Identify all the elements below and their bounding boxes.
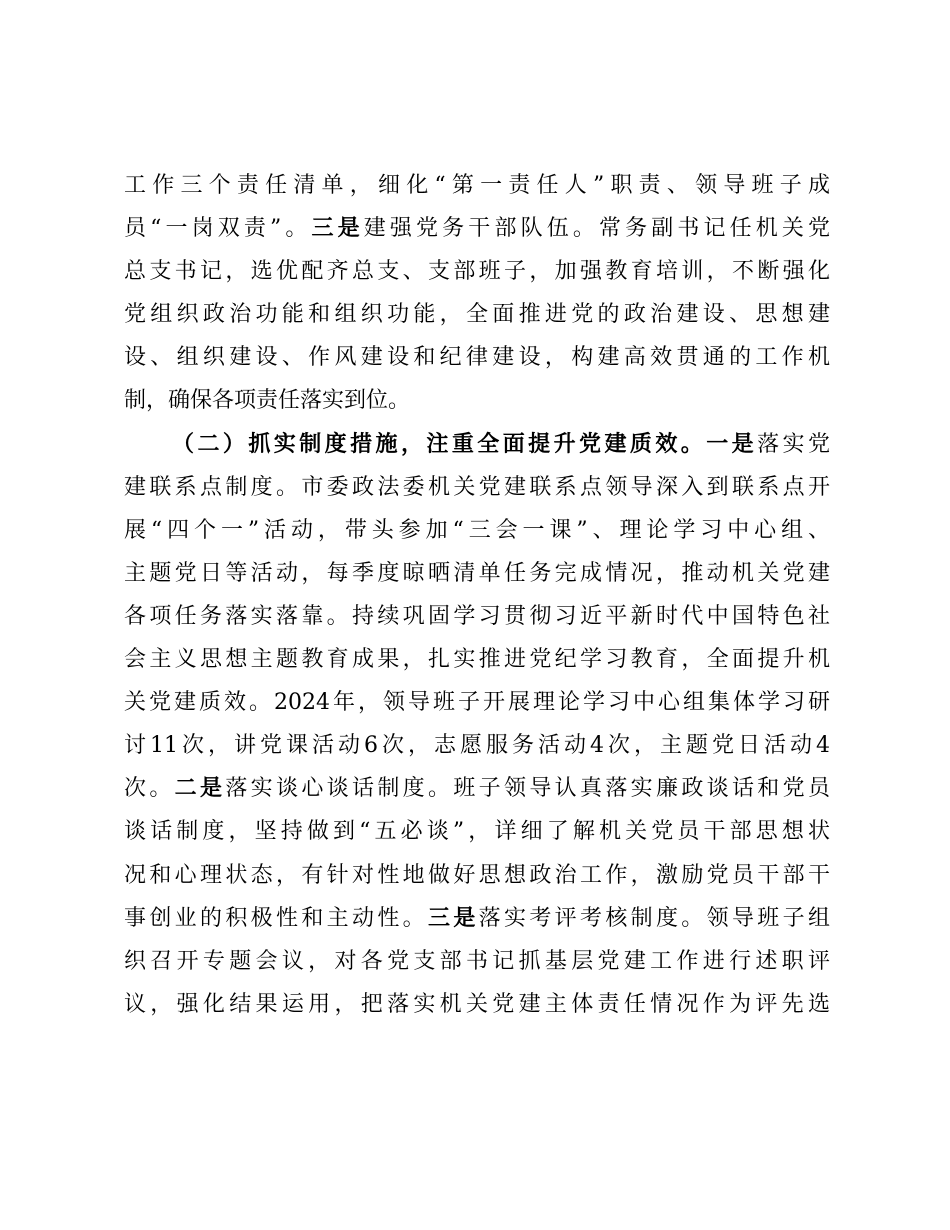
text-segment: 谈话制度，坚持做到“五必谈”，详细了解机关党员干部思想状 — [124, 819, 830, 845]
text-line — [124, 336, 830, 379]
text-line — [124, 983, 830, 1026]
text-line — [124, 810, 830, 853]
text-line — [124, 466, 830, 509]
text-segment: 主题党日等活动，每季度晾晒清单任务完成情况，推动机关党建 — [124, 560, 830, 586]
text-line — [124, 897, 830, 940]
text-segment: 各项任务落实落靠。持续巩固学习贯彻习近平新时代中国特色社 — [124, 603, 830, 629]
text-line — [124, 724, 830, 767]
text-line — [124, 423, 830, 466]
text-line — [124, 379, 830, 422]
bold-text-segment: （二）抓实制度措施，注重全面提升党建质效。一是 — [172, 430, 758, 457]
text-segment: 落实党 — [757, 431, 830, 457]
text-line — [124, 293, 830, 336]
text-segment: 工作三个责任清单，细化“第一责任人”职责、领导班子成 — [124, 173, 830, 198]
text-segment: 落实谈心谈话制度。班子领导认真落实廉政谈话和党员 — [225, 776, 830, 802]
text-segment: 讨11次，讲党课活动6次，志愿服务活动4次，主题党日活动4 — [124, 733, 830, 759]
body-text — [124, 164, 830, 1026]
text-segment: 总支书记，选优配齐总支、支部班子，加强教育培训，不断强化 — [124, 259, 830, 285]
text-line — [124, 595, 830, 638]
text-segment: 次。 — [124, 776, 175, 802]
bold-text-segment: 三是 — [311, 215, 364, 242]
bold-text-segment: 二是 — [174, 775, 226, 802]
text-line — [124, 638, 830, 681]
text-line — [124, 854, 830, 897]
text-segment: 设、组织建设、作风建设和纪律建设，构建高效贯通的工作机 — [124, 345, 830, 371]
text-segment: 制，确保各项责任落实到位。 — [124, 388, 411, 414]
text-segment: 事创业的积极性和主动性。 — [124, 905, 428, 931]
text-segment: 况和心理状态，有针对性地做好思想政治工作，激励党员干部干 — [124, 862, 830, 888]
text-segment: 织召开专题会议，对各党支部书记抓基层党建工作进行述职评 — [124, 948, 830, 974]
text-line — [124, 552, 830, 595]
text-segment: 建强党务干部队伍。常务副书记任机关党 — [363, 216, 830, 242]
text-line — [124, 164, 830, 207]
text-segment: 落实考评考核制度。领导班子组 — [478, 905, 830, 931]
text-line — [124, 767, 830, 810]
text-segment: 会主义思想主题教育成果，扎实推进党纪学习教育，全面提升机 — [124, 647, 830, 673]
bold-text-segment: 三是 — [427, 904, 479, 931]
text-segment: 议，强化结果运用，把落实机关党建主体责任情况作为评先选 — [124, 991, 830, 1017]
text-line — [124, 940, 830, 983]
text-line — [124, 509, 830, 552]
text-segment: 党组织政治功能和组织功能，全面推进党的政治建设、思想建 — [124, 302, 830, 328]
text-segment: 展“四个一”活动，带头参加“三会一课”、理论学习中心组、 — [124, 517, 830, 543]
text-segment: 关党建质效。2024年，领导班子开展理论学习中心组集体学习研 — [124, 690, 830, 716]
text-line — [124, 681, 830, 724]
text-segment: 员“一岗双责”。 — [124, 216, 312, 242]
text-line — [124, 250, 830, 293]
text-line — [124, 207, 830, 250]
text-segment: 建联系点制度。市委政法委机关党建联系点领导深入到联系点开 — [124, 474, 830, 500]
